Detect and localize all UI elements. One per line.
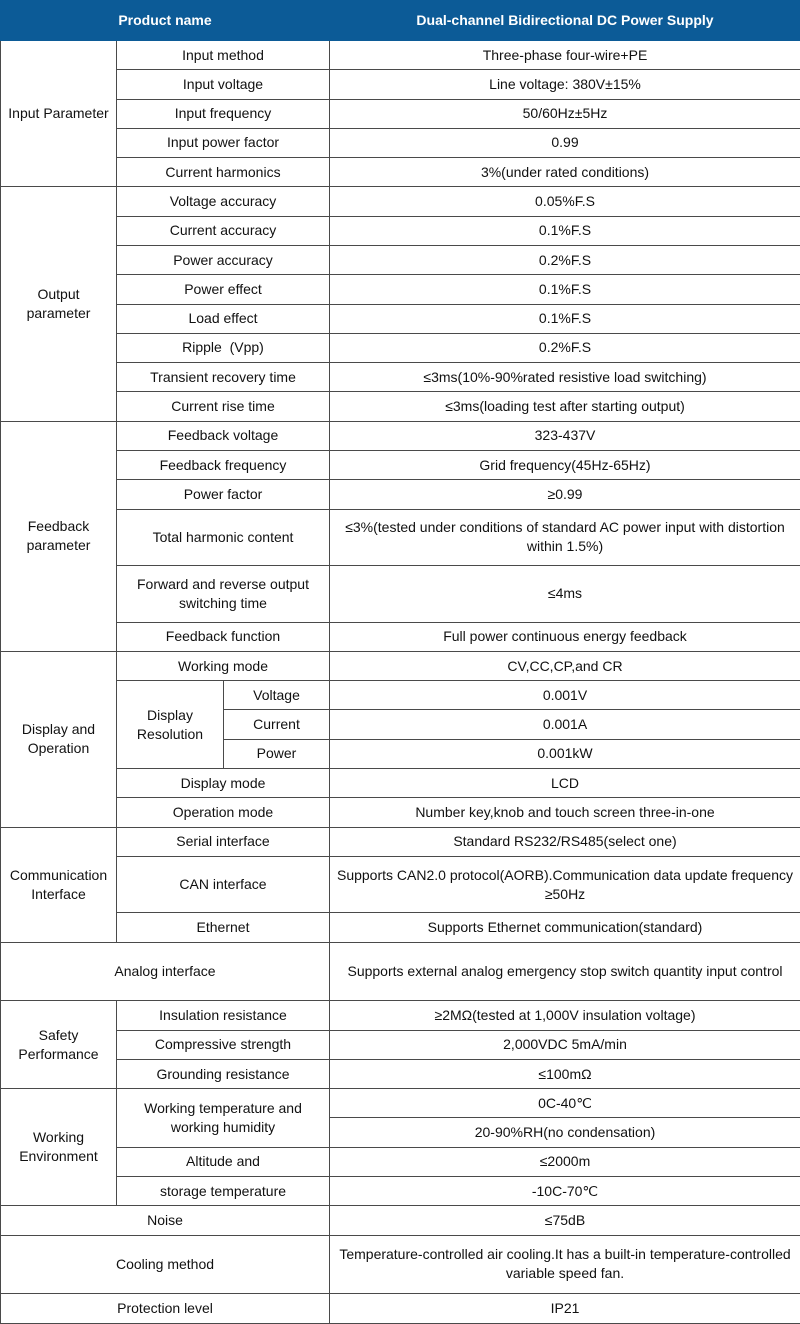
group-display-operation: Display and Operation: [1, 651, 117, 827]
row-label: Input method: [117, 41, 330, 70]
row-label: Operation mode: [117, 798, 330, 827]
table-row: [1, 856, 800, 913]
row-value: IP21: [330, 1294, 800, 1324]
table-row: [1, 275, 800, 304]
row-label: Working mode: [117, 651, 330, 680]
row-sublabel: Current: [224, 710, 330, 739]
row-value: CV,CC,CP,and CR: [330, 651, 800, 680]
row-value: Standard RS232/RS485(select one): [330, 827, 800, 856]
header-product-name: Product name: [1, 1, 330, 41]
table-row: [1, 509, 800, 566]
row-label: CAN interface: [117, 856, 330, 913]
row-value: ≤4ms: [330, 566, 800, 623]
table-row: [1, 363, 800, 392]
row-value: Grid frequency(45Hz-65Hz): [330, 450, 800, 479]
row-label: Feedback function: [117, 622, 330, 651]
table-row: [1, 187, 800, 216]
table-row: [1, 480, 800, 509]
row-value: 0.001A: [330, 710, 800, 739]
table-row: [1, 304, 800, 333]
table-row: [1, 1089, 800, 1118]
table-row: [1, 1001, 800, 1030]
row-label-wide: Analog interface: [1, 942, 330, 1001]
row-label-wide: Protection level: [1, 1294, 330, 1324]
group-safety-performance: Safety Performance: [1, 1001, 117, 1089]
row-value: Line voltage: 380V±15%: [330, 70, 800, 99]
row-value: Full power continuous energy feedback: [330, 622, 800, 651]
row-value: -10C-70℃: [330, 1176, 800, 1205]
row-sublabel: Voltage: [224, 681, 330, 710]
row-value: Three-phase four-wire+PE: [330, 41, 800, 70]
row-value: Supports Ethernet communication(standard): [330, 913, 800, 942]
table-row: [1, 333, 800, 362]
row-value: 0.1%F.S: [330, 275, 800, 304]
group-communication-interface: Communication Interface: [1, 827, 117, 942]
table-row: [1, 681, 800, 710]
row-value: 0.05%F.S: [330, 187, 800, 216]
row-value: 3%(under rated conditions): [330, 158, 800, 187]
row-label-wide: Noise: [1, 1206, 330, 1235]
row-value: ≤2000m: [330, 1147, 800, 1176]
row-label: storage temperature: [117, 1176, 330, 1205]
group-input-parameter: Input Parameter: [1, 41, 117, 187]
row-value: 20-90%RH(no condensation): [330, 1118, 800, 1147]
table-row: [1, 1147, 800, 1176]
table-row: [1, 1235, 800, 1294]
header-row: [1, 1, 800, 41]
row-sublabel: Power: [224, 739, 330, 768]
row-label: Load effect: [117, 304, 330, 333]
row-value: 50/60Hz±5Hz: [330, 99, 800, 128]
table-row: [1, 827, 800, 856]
row-label: Voltage accuracy: [117, 187, 330, 216]
group-working-environment: Working Environment: [1, 1089, 117, 1206]
row-value: ≤100mΩ: [330, 1059, 800, 1088]
row-label: Feedback frequency: [117, 450, 330, 479]
table-row: [1, 1206, 800, 1235]
table-row: [1, 216, 800, 245]
row-value: ≥0.99: [330, 480, 800, 509]
group-output-parameter: Output parameter: [1, 187, 117, 421]
row-value: 0.1%F.S: [330, 216, 800, 245]
table-row: [1, 421, 800, 450]
table-row: [1, 769, 800, 798]
row-label: Current harmonics: [117, 158, 330, 187]
row-label: Transient recovery time: [117, 363, 330, 392]
table-row: [1, 798, 800, 827]
row-label: Input power factor: [117, 128, 330, 157]
table-row: [1, 1059, 800, 1088]
row-value: 2,000VDC 5mA/min: [330, 1030, 800, 1059]
table-row: [1, 99, 800, 128]
row-value: 0C-40℃: [330, 1089, 800, 1118]
table-row: [1, 450, 800, 479]
row-label: Altitude and: [117, 1147, 330, 1176]
row-value: 0.1%F.S: [330, 304, 800, 333]
table-row: [1, 942, 800, 1001]
row-label-wide: Cooling method: [1, 1235, 330, 1294]
row-label: Current accuracy: [117, 216, 330, 245]
row-label: Compressive strength: [117, 1030, 330, 1059]
row-label: Grounding resistance: [117, 1059, 330, 1088]
row-value: 0.001V: [330, 681, 800, 710]
table-row: [1, 651, 800, 680]
row-value: 0.2%F.S: [330, 245, 800, 274]
row-value: ≤3ms(loading test after starting output): [330, 392, 800, 421]
row-label: Serial interface: [117, 827, 330, 856]
row-value: ≤3ms(10%-90%rated resistive load switching): [330, 363, 800, 392]
table-row: [1, 1294, 800, 1324]
table-row: [1, 1030, 800, 1059]
table-row: [1, 913, 800, 942]
row-label: Feedback voltage: [117, 421, 330, 450]
row-label: Total harmonic content: [117, 509, 330, 566]
row-label: Display mode: [117, 769, 330, 798]
row-value: 0.99: [330, 128, 800, 157]
table-row: [1, 1176, 800, 1205]
table-row: [1, 245, 800, 274]
row-value: ≥2MΩ(tested at 1,000V insulation voltage): [330, 1001, 800, 1030]
row-label: Power effect: [117, 275, 330, 304]
row-label: Ethernet: [117, 913, 330, 942]
row-value: 0.2%F.S: [330, 333, 800, 362]
table-row: [1, 158, 800, 187]
group-feedback-parameter: Feedback parameter: [1, 421, 117, 651]
table-row: [1, 41, 800, 70]
table-row: [1, 566, 800, 623]
row-value: Supports CAN2.0 protocol(AORB).Communication data update frequency ≥50Hz: [330, 856, 800, 913]
table-row: [1, 392, 800, 421]
row-label: Working temperature and working humidity: [117, 1089, 330, 1148]
row-label: Input voltage: [117, 70, 330, 99]
table-row: [1, 70, 800, 99]
table-row: [1, 622, 800, 651]
row-value: ≤75dB: [330, 1206, 800, 1235]
row-label: Current rise time: [117, 392, 330, 421]
row-value: Supports external analog emergency stop switch quantity input control: [330, 942, 800, 1001]
row-value: ≤3%(tested under conditions of standard AC power input with distortion within 1.5%): [330, 509, 800, 566]
row-value: LCD: [330, 769, 800, 798]
row-label: Insulation resistance: [117, 1001, 330, 1030]
row-label: Power accuracy: [117, 245, 330, 274]
header-product-title: Dual-channel Bidirectional DC Power Supply: [330, 1, 800, 41]
row-value: 0.001kW: [330, 739, 800, 768]
row-value: Temperature-controlled air cooling.It has a built-in temperature-controlled variable speed fan.: [330, 1235, 800, 1294]
row-label: Ripple (Vpp): [117, 333, 330, 362]
display-resolution-label: Display Resolution: [117, 681, 224, 769]
table-row: [1, 128, 800, 157]
row-value: Number key,knob and touch screen three-in-one: [330, 798, 800, 827]
row-label: Power factor: [117, 480, 330, 509]
row-label: Input frequency: [117, 99, 330, 128]
row-value: 323-437V: [330, 421, 800, 450]
row-label: Forward and reverse output switching time: [117, 566, 330, 623]
